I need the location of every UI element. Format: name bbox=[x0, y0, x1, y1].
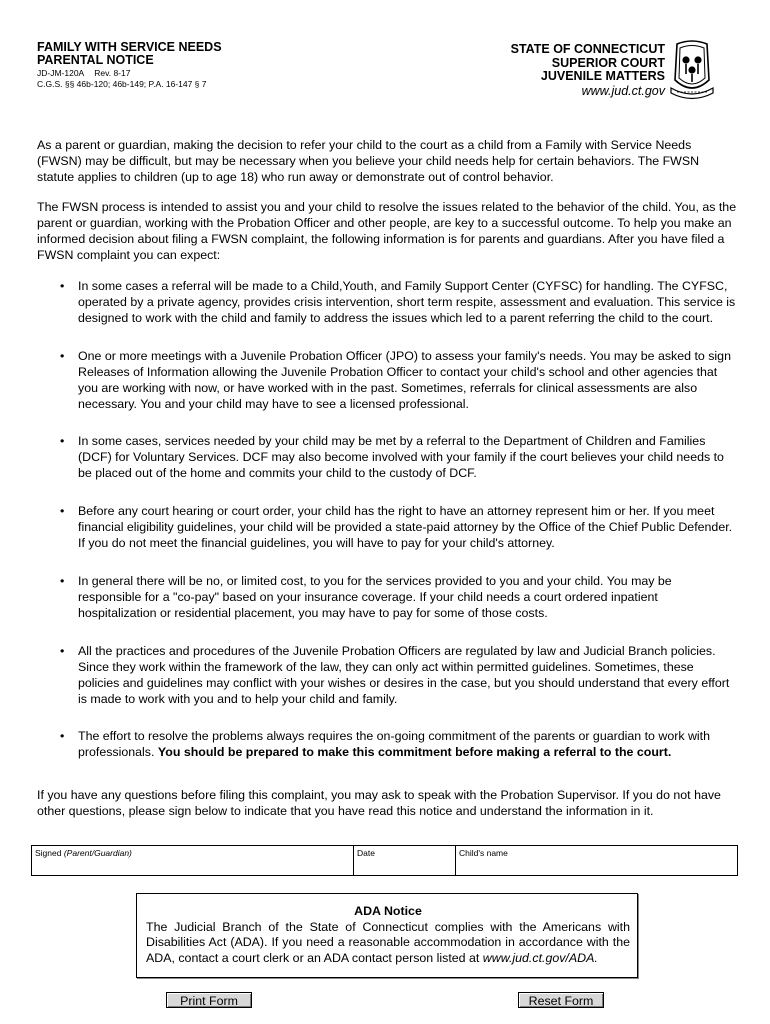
closing-paragraph: If you have any questions before filing this complaint, you may ask to speak with the Probation Supervisor. If you do not have other questions, please sign below to indicate that you have read this notice and understand the information in it. bbox=[37, 788, 721, 819]
form-header-right bbox=[511, 43, 665, 98]
list-item: • In general there will be no, or limited cost, to you for the services provided to you and your child. You may be responsible for a "co-pay" based on your insurance coverage. If your child needs a court ordered inpatient hospitalization or residential placement, you may have to pay for some of those costs. bbox=[58, 573, 738, 621]
signature-table bbox=[31, 845, 738, 876]
print-form-button[interactable]: Print Form bbox=[166, 992, 252, 1008]
list-item: • One or more meetings with a Juvenile Probation Officer (JPO) to assess your family's needs. You may be asked to sign Releases of Information allowing the Juvenile Probation Officer to contact your child's school and other agencies that you are working with now, or have worked with in the past. Sometimes, referrals for clinical assessments are also necessary. You and your child may have to see a licensed professional. bbox=[58, 348, 738, 412]
ada-link[interactable]: www.jud.ct.gov/ADA. bbox=[482, 950, 598, 965]
form-statutes: C.G.S. §§ 46b-120; 46b-149; P.A. 16-147 § 7 bbox=[37, 79, 207, 89]
form-title-line2: PARENTAL NOTICE bbox=[37, 53, 154, 67]
list-item-last bbox=[58, 728, 738, 760]
signed-sublabel: (Parent/Guardian) bbox=[63, 848, 132, 858]
state-name: STATE OF CONNECTICUT bbox=[510, 42, 665, 56]
ada-text: The Judicial Branch of the State of Connecticut complies with the Americans with Disabilities Act (ADA). If you need a reasonable accommodation in accordance with the ADA, contact a court clerk or an ADA contact person listed at www.jud.ct.gov/ADA. bbox=[146, 919, 630, 965]
ada-title: ADA Notice bbox=[354, 904, 422, 918]
signed-label: Signed bbox=[35, 848, 62, 858]
list-item: • Before any court hearing or court order, your child has the right to have an attorney represent him or her. If you meet financial eligibility guidelines, your child will be provided a state-paid attorney by the Office of the Chief Public Defender. If you do not meet the financial guidelines, you will have to pay for your child's attorney. bbox=[58, 503, 738, 551]
date-label: Date bbox=[357, 848, 375, 858]
last-bullet-bold: You should be prepared to make this commitment before making a referral to the court. bbox=[157, 745, 672, 760]
state-seal-icon bbox=[669, 40, 715, 100]
ada-notice-box bbox=[136, 893, 638, 978]
form-number: JD-JM-120A bbox=[37, 68, 85, 78]
list-item: • All the practices and procedures of the Juvenile Probation Officers are regulated by law and Judicial Branch policies. Since they work within the framework of the law, they can only act within permitted guidelines. Sometimes, these policies and guidelines may conflict with your wishes or desires in the case, but you should understand that every effort is made to work with you and to help your child and family. bbox=[58, 643, 738, 707]
intro-paragraph-2: The FWSN process is intended to assist you and your child to resolve the issues related to the behavior of the child. You, as the parent or guardian, working with the Probation Officer and other people, are key to a successful outcome. To help you make an informed decision about filing a FWSN complaint, the following information is for parents and guardians. After you have filed a FWSN complaint you can expect: bbox=[37, 200, 737, 263]
list-item: • In some cases, services needed by your child may be met by a referral to the Department of Children and Families (DCF) for Voluntary Services. DCF may also become involved with your family if the court believes your child needs to be placed out of the home and commits your child to the custody of DCF. bbox=[58, 433, 738, 481]
date-field[interactable] bbox=[354, 846, 456, 875]
intro-paragraph-1: As a parent or guardian, making the decision to refer your child to the court as a child from a Family with Service Needs (FWSN) may be difficult, but may be necessary when you believe your child needs help for certain behaviors. The FWSN statute applies to children (up to age 18) who run away or demonstrate out of control behavior. bbox=[37, 138, 700, 185]
last-bullet-text: The effort to resolve the problems always requires the on-going commitment of the parents or guardian to work with professionals. bbox=[78, 729, 711, 760]
child-name-field[interactable] bbox=[456, 846, 737, 875]
reset-form-button[interactable]: Reset Form bbox=[518, 992, 604, 1008]
signature-field[interactable] bbox=[32, 846, 354, 875]
form-title-line1: FAMILY WITH SERVICE NEEDS bbox=[37, 40, 222, 54]
court-name: SUPERIOR COURT bbox=[551, 55, 665, 70]
form-revision: Rev. 8-17 bbox=[94, 68, 131, 78]
court-division: JUVENILE MATTERS bbox=[540, 69, 665, 83]
child-name-label: Child's name bbox=[459, 848, 508, 858]
website-link: www.jud.ct.gov bbox=[581, 83, 665, 98]
form-header-left bbox=[37, 41, 222, 90]
list-item: • In some cases a referral will be made to a Child,Youth, and Family Support Center (CYFSC) for handling. The CYFSC, operated by a private agency, provides crisis intervention, short term respite, assessment and evaluation. This service is designed to work with the child and family to address the issues which led to a parent referring the child to the court. bbox=[58, 278, 738, 326]
bullet-list bbox=[58, 278, 738, 326]
